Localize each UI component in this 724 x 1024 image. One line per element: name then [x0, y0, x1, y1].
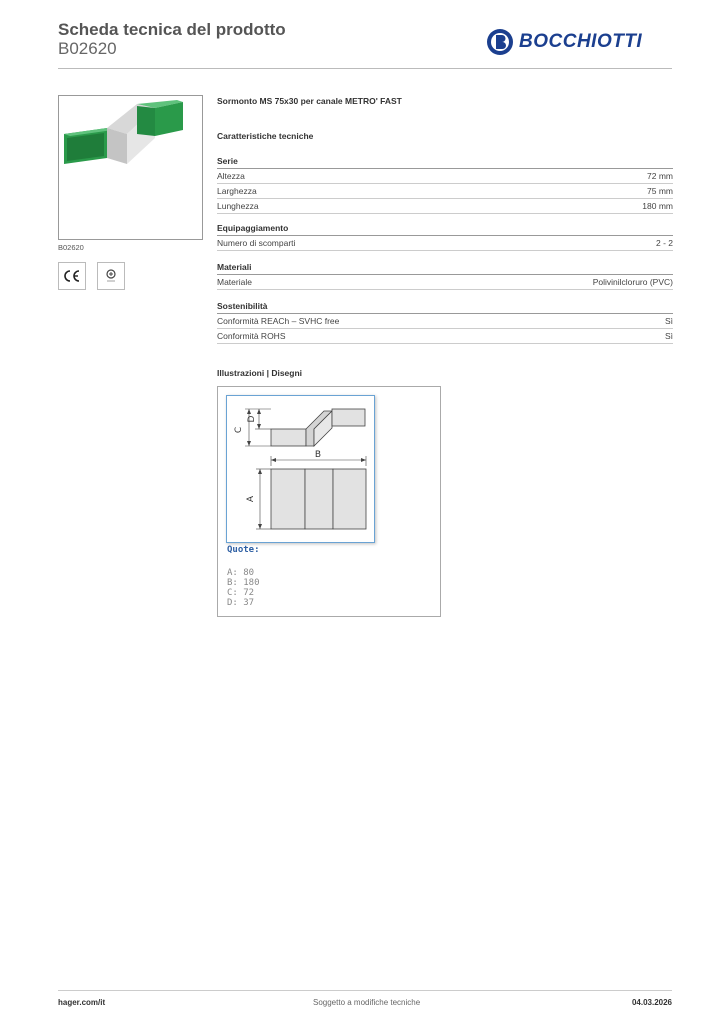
page-title: Scheda tecnica del prodotto — [58, 20, 286, 39]
spec-value: 2 - 2 — [655, 238, 673, 248]
brand-logo[interactable] — [486, 28, 642, 56]
spec-row — [217, 184, 673, 199]
product-code: B02620 — [58, 39, 117, 58]
spec-label: Altezza — [217, 171, 245, 181]
spec-group-title: Serie — [217, 156, 673, 169]
footer-date: 04.03.2026 — [631, 998, 672, 1007]
dimension-label-d: D — [247, 415, 257, 423]
spec-group-title: Materiali — [217, 262, 673, 275]
product-name: Sormonto MS 75x30 per canale METRO' FAST — [217, 96, 402, 106]
quote-b: B: 180 — [227, 578, 260, 588]
spec-row — [217, 169, 673, 184]
spec-group-serie — [217, 156, 673, 214]
spec-row — [217, 329, 673, 344]
footer-website-link[interactable]: hager.com/it — [58, 998, 106, 1007]
quote-d: D: 37 — [227, 598, 255, 608]
spec-label: Materiale — [217, 277, 252, 287]
spec-label: Lunghezza — [217, 201, 259, 211]
footer-disclaimer: Soggetto a modifiche tecniche — [313, 998, 421, 1007]
illustrations-heading: Illustrazioni | Disegni — [217, 368, 303, 378]
spec-row — [217, 275, 673, 290]
spec-group-title: Sostenibilità — [217, 301, 673, 314]
dimension-label-b: B — [314, 450, 322, 460]
spec-group-equipaggiamento — [217, 223, 673, 251]
spec-value: Sì — [664, 331, 673, 341]
approval-mark — [97, 262, 125, 290]
spec-value: 75 mm — [647, 186, 673, 196]
technical-drawing — [226, 395, 375, 543]
ce-mark — [58, 262, 86, 290]
spec-label: Conformità REACh – SVHC free — [217, 316, 340, 326]
dimension-label-a: A — [246, 495, 256, 503]
spec-group-materiali — [217, 262, 673, 290]
spec-value: Sì — [664, 316, 673, 326]
spec-value: 180 mm — [642, 201, 673, 211]
spec-row — [217, 236, 673, 251]
spec-row — [217, 199, 673, 214]
approval-mark-icon — [103, 268, 119, 284]
header-divider — [58, 68, 672, 69]
illustration-panel — [217, 386, 441, 617]
product-photo-illustration — [59, 96, 202, 239]
spec-group-title: Equipaggiamento — [217, 223, 673, 236]
spec-label: Numero di scomparti — [217, 238, 296, 248]
spec-value: Polivinilcloruro (PVC) — [592, 277, 673, 287]
quote-a: A: 80 — [227, 568, 255, 578]
spec-label: Larghezza — [217, 186, 257, 196]
dimension-drawing — [227, 396, 374, 542]
spec-heading: Caratteristiche tecniche — [217, 131, 314, 141]
product-image — [58, 95, 203, 240]
bocchiotti-logo-icon — [486, 28, 514, 56]
spec-row — [217, 314, 673, 329]
image-code: B02620 — [58, 243, 84, 252]
quote-c: C: 72 — [227, 588, 255, 598]
ce-icon — [62, 269, 82, 283]
spec-value: 72 mm — [647, 171, 673, 181]
brand-name: BOCCHIOTTI — [519, 31, 643, 52]
footer-divider — [58, 990, 672, 991]
spec-label: Conformità ROHS — [217, 331, 286, 341]
quote-title: Quote: — [227, 545, 260, 555]
spec-group-sostenibilita — [217, 301, 673, 344]
dimension-label-c: C — [234, 426, 244, 434]
